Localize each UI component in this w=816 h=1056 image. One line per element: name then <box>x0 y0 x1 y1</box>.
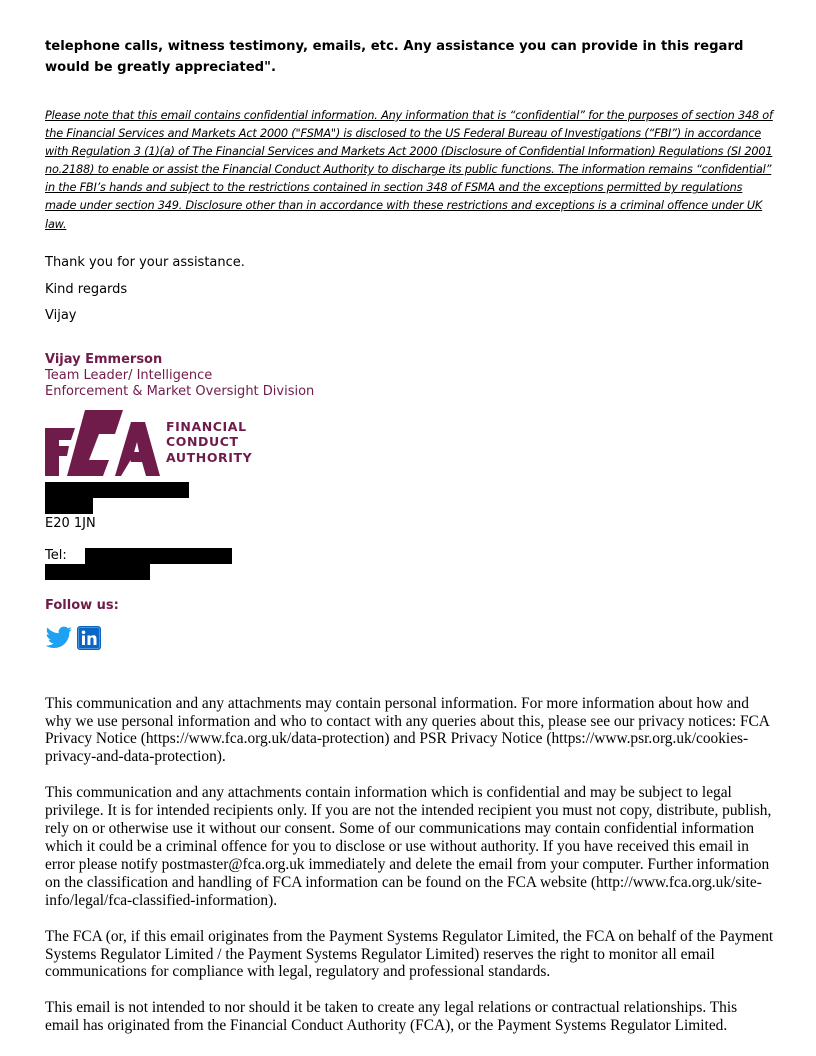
fca-logo-mark-icon <box>45 410 160 476</box>
fca-logo-wordmark <box>166 419 252 466</box>
thanks-line: Thank you for your assistance. <box>45 254 245 270</box>
redacted-address-line-1 <box>45 482 189 498</box>
signature-name: Vijay Emmerson <box>45 351 163 367</box>
email-body <box>45 36 775 1035</box>
quote-text: telephone calls, witness testimony, emails, etc. Any assistance you can provide in this regard would be greatly appreciated". <box>45 39 744 75</box>
telephone-row <box>45 548 775 564</box>
disclaimer-confidentiality: This communication and any attachments contain information which is confidential and may be subject to legal privilege. It is for intended recipients only. If you are not the intended recipient you must not copy, distribute, publish, rely on or otherwise use it without our consent. Some of our communications may contain confidential information which it could be a criminal offence for you to disclose or use without authority. If you have received this email in error please notify postmaster@fca.org.uk immediately and delete the email from your computer. Further information on the classification and handling of FCA information can be found on the FCA website (http://www.fca.org.uk/site-info/legal/fca-classified-information). <box>45 784 772 909</box>
tel-label: Tel: <box>45 547 67 563</box>
follow-us-label: Follow us: <box>45 597 119 613</box>
redacted-mobile-number <box>45 564 150 580</box>
confidentiality-notice: Please note that this email contains confidential information. Any information that is “confidential” for the purposes of section 348 of the Financial Services and Markets Act 2000 ("FSMA") is disclosed to the US Federal Bureau of Investigations (“FBI”) in accordance with Regulation 3 (1)(a) of The Financial Services and Markets Act 2000 (Disclosure of Confidential Information) Regulations (SI 2001 no.2188) to enable or assist the Financial Conduct Authority to discharge its public functions. The information remains “confidential” in the FBI’s hands and subject to the restrictions contained in section 348 of FSMA and the exceptions permitted by regulations made under section 349. Disclosure other than in accordance with these restrictions and exceptions is a criminal offence under UK law. <box>45 109 773 231</box>
linkedin-icon[interactable] <box>77 626 101 650</box>
logo-line-financial: FINANCIAL <box>166 418 247 434</box>
regards-line: Kind regards <box>45 281 128 297</box>
disclaimer-privacy: This communication and any attachments may contain personal information. For more information about how and why we use personal information and who to contact with any queries about this, please see our privacy notices: FCA Privacy Notice (https://www.fca.org.uk/data-protection) and PSR Privacy Notice (https://www.psr.org.uk/cookies-privacy-and-data-protection). <box>45 694 770 766</box>
twitter-icon[interactable] <box>45 626 73 650</box>
social-links <box>45 626 775 650</box>
redacted-address-line-2 <box>45 498 93 514</box>
signature-block <box>45 352 775 400</box>
fca-logo <box>45 410 775 476</box>
logo-line-conduct: CONDUCT <box>166 434 239 450</box>
signature-division: Enforcement & Market Oversight Division <box>45 383 315 399</box>
redacted-phone-number <box>85 548 232 564</box>
disclaimer-legal-relations: This email is not intended to nor should it be taken to create any legal relations or contractual relationships. This email has originated from the Financial Conduct Authority (FCA), or the Payment Systems Regulator Limited. <box>45 999 738 1035</box>
logo-line-authority: AUTHORITY <box>166 449 253 465</box>
postcode: E20 1JN <box>45 515 96 531</box>
sender-first-name: Vijay <box>45 307 77 323</box>
signature-title: Team Leader/ Intelligence <box>45 367 213 383</box>
disclaimer-monitoring: The FCA (or, if this email originates from the Payment Systems Regulator Limited, the FCA on behalf of the Payment Systems Regulator Limited / the Payment Systems Regulator Limited) reserves the right to monitor all email communications for compliance with legal, regulatory and professional standards. <box>45 927 774 981</box>
